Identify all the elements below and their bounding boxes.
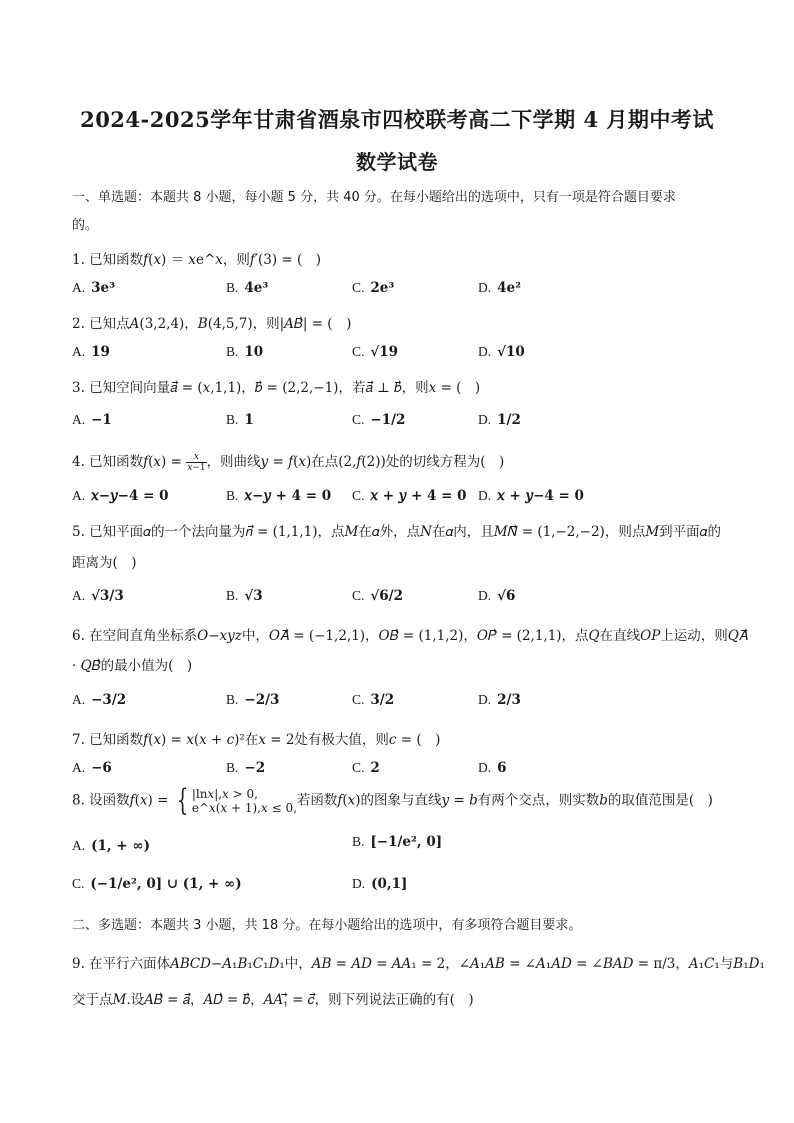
question-5-stem-cont: 距离为( ) — [72, 555, 137, 571]
q8-option-b: B. [−1/e², 0] — [352, 834, 443, 850]
q5-option-d: D. √6 — [478, 588, 516, 604]
q4-option-b: B. 𝑥−𝑦 + 4 = 0 — [226, 488, 332, 504]
q6-option-d: D. 2/3 — [478, 692, 521, 708]
q3-option-c: C. −1/2 — [352, 412, 406, 428]
question-5-stem: 5. 已知平面𝛼的一个法向量为𝑛⃗ = (1,1,1)，点𝑀在𝛼外，点𝑁在𝛼内，且𝑀𝑁⃗ = (1,−2,−2)，则点𝑀到平面𝛼的 — [72, 524, 721, 540]
q3-option-a: A. −1 — [72, 412, 112, 428]
section1-heading: 一、单选题：本题共 8 小题，每小题 5 分，共 40 分。在每小题给出的选项中，只有一项是符合题目要求 — [72, 190, 676, 205]
q8-option-d: D. (0,1] — [352, 876, 408, 892]
q4-option-a: A. 𝑥−𝑦−4 = 0 — [72, 488, 169, 504]
exam-subtitle: 数学试卷 — [356, 150, 438, 174]
q4-option-d: D. 𝑥 + 𝑦−4 = 0 — [478, 488, 584, 504]
question-6-stem: 6. 在空间直角坐标系𝑂−𝑥𝑦𝑧中，𝑂𝐴⃗ = (−1,2,1)，𝑂𝐵⃗ = (1,1,2)，𝑂𝑃⃗ = (2,1,1)，点𝑄在直线𝑂𝑃上运动，则𝑄𝐴⃗ — [72, 628, 748, 644]
exam-title: 2024-2025学年甘肃省酒泉市四校联考高二下学期 4 月期中考试 — [80, 107, 714, 132]
q5-option-b: B. √3 — [226, 588, 263, 604]
section2-heading: 二、多选题：本题共 3 小题，共 18 分。在每小题给出的选项中，有多项符合题目要求。 — [72, 918, 582, 933]
question-2-stem: 2. 已知点𝐴(3,2,4)，𝐵(4,5,7)，则|𝐴𝐵⃗| = ( ) — [72, 316, 352, 332]
q1-option-b: B. 4e³ — [226, 280, 269, 296]
q7-option-d: D. 6 — [478, 760, 507, 776]
q7-option-b: B. −2 — [226, 760, 266, 776]
q8-option-a: A. (1, + ∞) — [72, 838, 150, 854]
q6-option-c: C. 3/2 — [352, 692, 395, 708]
q1-option-c: C. 2e³ — [352, 280, 395, 296]
q1-option-d: D. 4e² — [478, 280, 522, 296]
q4-fraction: $\frac{\text{𝑥}}{\text{𝑥−1}}$ — [187, 452, 206, 473]
q8-option-c: C. (−1/e², 0] ∪ (1, + ∞) — [72, 876, 242, 892]
question-9-stem-cont: 交于点𝑀.设𝐴𝐵⃗ = 𝑎⃗，𝐴𝐷⃗ = 𝑏⃗，𝐴𝐴₁⃗ = 𝑐⃗，则下列说法正确的有( ) — [72, 992, 474, 1008]
q6-option-b: B. −2/3 — [226, 692, 280, 708]
question-4-stem: 4. 已知函数𝑓(𝑥) = $\frac{\text{𝑥}}{\text{𝑥−1}}$ ，则曲线𝑦 = 𝑓(𝑥)在点(2,𝑓(2))处的切线方程为( ) — [72, 452, 505, 473]
question-7-stem: 7. 已知函数𝑓(𝑥) = 𝑥(𝑥 + 𝑐)²在𝑥 = 2处有极大值，则𝑐 = ( ) — [72, 732, 441, 748]
section1-heading-cont: 的。 — [72, 218, 99, 233]
q2-option-d: D. √10 — [478, 344, 525, 360]
question-1-stem: 1. 已知函数𝑓(𝑥) ＝ 𝑥e^𝑥，则𝑓′(3) = ( ) — [72, 252, 322, 268]
question-8-stem: 8. 设函数𝑓(𝑥) = { |ln𝑥|,𝑥 > 0, e^𝑥(𝑥 + 1),𝑥 ≤ 0, 若函数𝑓(𝑥)的图象与直线𝑦 = 𝑏有两个交点，则实数𝑏的取值范围是( ) — [72, 783, 713, 818]
q3-option-d: D. 1/2 — [478, 412, 521, 428]
q5-option-c: C. √6/2 — [352, 588, 403, 604]
q5-option-a: A. √3/3 — [72, 588, 124, 604]
question-3-stem: 3. 已知空间向量𝑎⃗ = (𝑥,1,1)，𝑏⃗ = (2,2,−1)，若𝑎⃗ ⊥ 𝑏⃗，则𝑥 = ( ) — [72, 380, 481, 396]
question-9-stem: 9. 在平行六面体𝐴𝐵𝐶𝐷−𝐴₁𝐵₁𝐶₁𝐷₁中，𝐴𝐵 = 𝐴𝐷 = 𝐴𝐴₁ = 2，∠𝐴₁𝐴𝐵 = ∠𝐴₁𝐴𝐷 = ∠𝐵𝐴𝐷 = π/3，𝐴₁𝐶₁与𝐵₁𝐷₁ — [72, 956, 765, 972]
piecewise-brace: { — [176, 783, 188, 818]
question-6-stem-cont: · 𝑄𝐵⃗的最小值为( ) — [72, 658, 193, 674]
q7-option-c: C. 2 — [352, 760, 380, 776]
piecewise-cases: |ln𝑥|,𝑥 > 0, e^𝑥(𝑥 + 1),𝑥 ≤ 0, — [191, 787, 297, 815]
q2-option-a: A. 19 — [72, 344, 110, 360]
q2-option-c: C. √19 — [352, 344, 399, 360]
q1-option-a: A. 3e³ — [72, 280, 116, 296]
q3-option-b: B. 1 — [226, 412, 254, 428]
q7-option-a: A. −6 — [72, 760, 112, 776]
q4-option-c: C. 𝑥 + 𝑦 + 4 = 0 — [352, 488, 467, 504]
q2-option-b: B. 10 — [226, 344, 264, 360]
q6-option-a: A. −3/2 — [72, 692, 127, 708]
